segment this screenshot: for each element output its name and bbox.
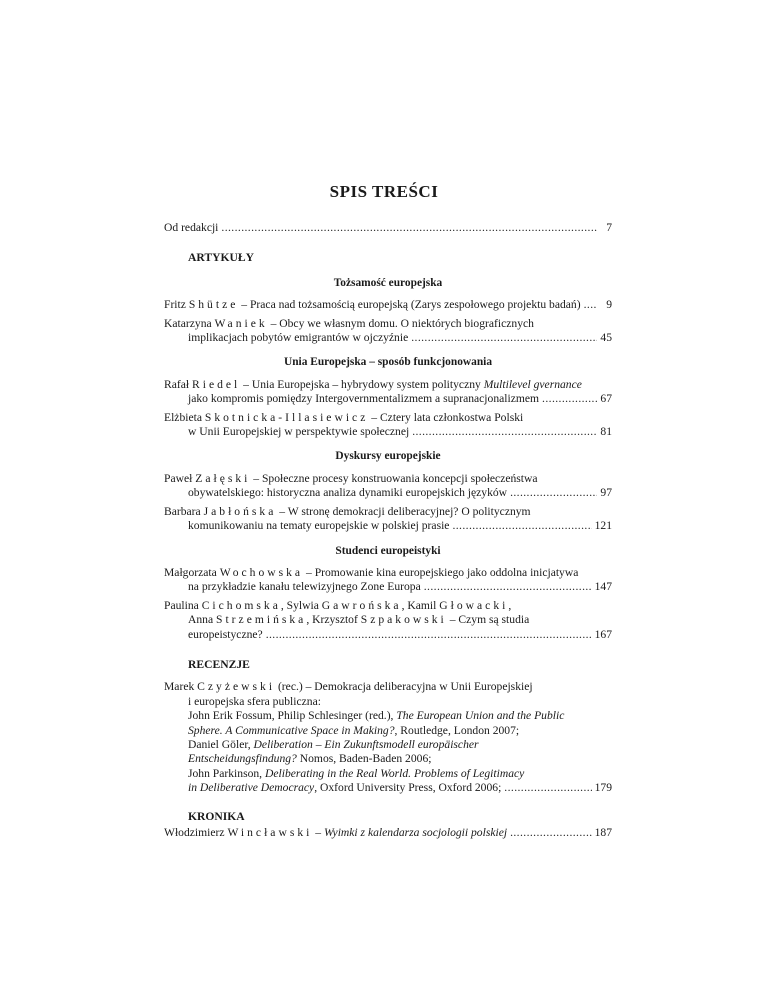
subsection-heading: Studenci europeistyki bbox=[335, 544, 441, 557]
leader-dots bbox=[510, 486, 597, 500]
page-number: 167 bbox=[594, 627, 612, 641]
text-run: John Erik Fossum, Philip Schlesinger (red.), bbox=[188, 709, 397, 723]
section-articles: ARTYKUŁY bbox=[188, 251, 254, 265]
text-run: Nomos, Baden-Baden 2006; bbox=[296, 752, 432, 766]
author-first: Paweł bbox=[164, 471, 193, 485]
toc-row-text bbox=[188, 331, 408, 345]
toc-entry bbox=[164, 317, 612, 346]
italic-title: Deliberation – Ein Zukunftsmodell europäischer bbox=[253, 737, 479, 751]
subsection-heading: Dyskursy europejskie bbox=[335, 450, 441, 463]
section-reviews: RECENZJE bbox=[188, 657, 250, 671]
text-run: , bbox=[508, 598, 512, 612]
entry-title-cont: w Unii Europejskiej w perspektywie społecznej bbox=[188, 425, 410, 439]
page-number: 121 bbox=[594, 519, 612, 533]
toc-entry bbox=[164, 411, 612, 440]
toc-entry-chronicle bbox=[164, 826, 612, 840]
entry-title: – Społeczne procesy konstruowania koncepcji społeczeństwa bbox=[250, 471, 538, 485]
author-first: Barbara bbox=[164, 504, 201, 518]
toc-row bbox=[164, 331, 612, 345]
author-surname: Załęski bbox=[195, 471, 251, 485]
toc bbox=[164, 221, 612, 844]
leader-dots bbox=[221, 221, 597, 235]
entry-title-cont: komunikowaniu na tematy europejskie w polskiej prasie bbox=[188, 519, 450, 533]
text-run: Paulina bbox=[164, 598, 202, 612]
subsection-heading: Unia Europejska – sposób funkcjonowania bbox=[283, 356, 493, 369]
toc-row-text bbox=[164, 826, 507, 840]
toc-line bbox=[164, 505, 612, 519]
author-first: Fritz bbox=[164, 298, 186, 312]
page-title: SPIS TREŚCI bbox=[329, 182, 439, 201]
leader-dots bbox=[424, 580, 592, 594]
toc-row-text bbox=[188, 486, 507, 500]
page-number: 67 bbox=[600, 392, 612, 406]
leader-dots bbox=[510, 826, 592, 840]
page-number: 187 bbox=[594, 826, 612, 839]
italic-title: The European Union and the Public bbox=[396, 709, 565, 723]
toc-row bbox=[164, 392, 612, 406]
author-surname: Waniek bbox=[214, 316, 268, 330]
italic-title: Deliberating in the Real World. Problems of Legitimacy bbox=[264, 766, 525, 780]
toc-line bbox=[164, 566, 612, 580]
toc-entry bbox=[164, 472, 612, 501]
entry-title: – Cztery lata członkostwa Polski bbox=[368, 410, 524, 424]
toc-line bbox=[164, 752, 612, 766]
toc-line bbox=[164, 599, 612, 613]
author-surname: Gawrońska bbox=[321, 598, 402, 612]
text-run: – bbox=[312, 826, 324, 839]
toc-line bbox=[164, 695, 612, 709]
text-run: – Czym są studia bbox=[446, 613, 530, 627]
toc-entry bbox=[164, 505, 612, 534]
toc-row bbox=[164, 628, 612, 642]
entry-title-cont: europeistyczne? bbox=[188, 627, 263, 641]
text-run: Anna bbox=[188, 613, 217, 627]
entry-title: – W stronę demokracji deliberacyjnej? O politycznym bbox=[276, 504, 531, 518]
text-run: , Krzysztof bbox=[306, 613, 361, 627]
toc-line bbox=[164, 613, 612, 627]
author-surname: Shütze bbox=[188, 298, 239, 312]
author-surname: Wincławski bbox=[227, 826, 313, 839]
page-number: 147 bbox=[594, 580, 612, 594]
toc-row bbox=[164, 781, 612, 795]
toc-line bbox=[164, 767, 612, 781]
page-number: 97 bbox=[600, 486, 612, 500]
author-surname: Cichomska bbox=[201, 598, 281, 612]
author-first: Włodzimierz bbox=[164, 826, 225, 839]
toc-line bbox=[164, 378, 612, 392]
toc-line bbox=[164, 709, 612, 723]
leader-dots bbox=[266, 628, 592, 642]
leader-dots bbox=[542, 392, 597, 406]
entry-title: (rec.) – Demokracja deliberacyjna w Unii Europejskiej bbox=[275, 680, 533, 694]
italic-title: Sphere. A Communicative Space in Making? bbox=[188, 723, 395, 737]
toc-line bbox=[164, 724, 612, 738]
leader-dots bbox=[504, 781, 591, 795]
text-run: John Parkinson, bbox=[188, 766, 265, 780]
italic-title: in Deliberative Democracy bbox=[188, 781, 315, 795]
toc-intro-label: Od redakcji bbox=[164, 221, 219, 234]
italic-title: Wyimki z kalendarza socjologii polskiej bbox=[323, 826, 508, 839]
entry-title-cont: na przykładzie kanału telewizyjnego Zone Europa bbox=[188, 580, 421, 594]
text-run: , Oxford University Press, Oxford 2006; bbox=[314, 781, 502, 795]
text-run: , Kamil bbox=[401, 598, 440, 612]
author-surname: Strzemińska bbox=[216, 613, 307, 627]
entry-title: – Praca nad tożsamością europejską (Zarys zespołowego projektu badań) bbox=[238, 298, 581, 312]
page-number: 179 bbox=[594, 781, 612, 795]
author-first: Katarzyna bbox=[164, 316, 212, 330]
entry-title: – Promowanie kina europejskiego jako oddolna inicjatywa bbox=[303, 565, 579, 579]
toc-line bbox=[164, 738, 612, 752]
toc-intro bbox=[164, 221, 612, 235]
page-number: 9 bbox=[606, 298, 612, 312]
text-run: i europejska sfera publiczna: bbox=[188, 694, 321, 708]
toc-line bbox=[164, 411, 612, 425]
author-surname: Szpakowski bbox=[360, 613, 447, 627]
entry-title-cont: obywatelskiego: historyczna analiza dynamiki europejskich języków bbox=[188, 486, 508, 500]
toc-row bbox=[164, 425, 612, 439]
italic-title: Entscheidungsfindung? bbox=[188, 752, 297, 766]
toc-row-text bbox=[188, 425, 409, 439]
entry-title-cont: jako kompromis pomiędzy Intergovernmentalizmem a supranacjonalizmem bbox=[188, 392, 540, 406]
toc-row bbox=[164, 519, 612, 533]
toc-row-text bbox=[164, 298, 581, 312]
author-surname: Jabłońska bbox=[203, 504, 277, 518]
leader-dots bbox=[411, 331, 597, 345]
toc-row-text bbox=[188, 392, 539, 406]
leader-dots bbox=[412, 425, 597, 439]
author-first: Rafał bbox=[164, 377, 190, 391]
toc-line bbox=[164, 472, 612, 486]
leader-dots bbox=[452, 519, 591, 533]
author-surname: Głowacki bbox=[439, 598, 509, 612]
page-number: 45 bbox=[600, 331, 612, 345]
toc-groups bbox=[164, 276, 612, 595]
author-first: Małgorzata bbox=[164, 565, 217, 579]
toc-row bbox=[164, 826, 612, 840]
toc-row bbox=[164, 486, 612, 500]
toc-entry-review bbox=[164, 680, 612, 795]
entry-title: – Unia Europejska – hybrydowy system polityczny bbox=[240, 377, 484, 391]
toc-row-text bbox=[188, 628, 263, 642]
author-surname: Czyżewski bbox=[197, 680, 276, 694]
author-surname: Wochowska bbox=[219, 565, 304, 579]
entry-title-cont: implikacjach pobytów emigrantów w ojczyźnie bbox=[188, 331, 409, 345]
toc-line bbox=[164, 680, 612, 694]
text-run: , Routledge, London 2007; bbox=[394, 723, 520, 737]
toc-row-text bbox=[188, 781, 501, 795]
toc-entry bbox=[164, 566, 612, 595]
toc-entry bbox=[164, 378, 612, 407]
leader-dots bbox=[584, 298, 597, 312]
author-surname: Riedel bbox=[192, 377, 241, 391]
toc-line bbox=[164, 317, 612, 331]
text-run: Daniel Göler, bbox=[188, 737, 254, 751]
toc-row bbox=[164, 580, 612, 594]
toc-row bbox=[164, 298, 612, 312]
toc-entry-students bbox=[164, 599, 612, 642]
toc-entry bbox=[164, 298, 612, 312]
subsection-heading: Tożsamość europejska bbox=[333, 276, 443, 289]
toc-intro-page: 7 bbox=[606, 221, 612, 234]
toc-row-text bbox=[188, 580, 421, 594]
author-first: Marek bbox=[164, 680, 195, 694]
author-first: Elżbieta bbox=[164, 410, 202, 424]
entry-title: – Obcy we własnym domu. O niektórych biograficznych bbox=[267, 316, 534, 330]
page-number: 81 bbox=[600, 425, 612, 439]
section-chronicle: KRONIKA bbox=[188, 809, 245, 823]
italic-title: Multilevel gvernance bbox=[483, 377, 582, 391]
toc-row-text bbox=[188, 519, 449, 533]
text-run: , Sylwia bbox=[280, 598, 322, 612]
author-surname: Skotnicka-Illasiewicz bbox=[204, 410, 369, 424]
